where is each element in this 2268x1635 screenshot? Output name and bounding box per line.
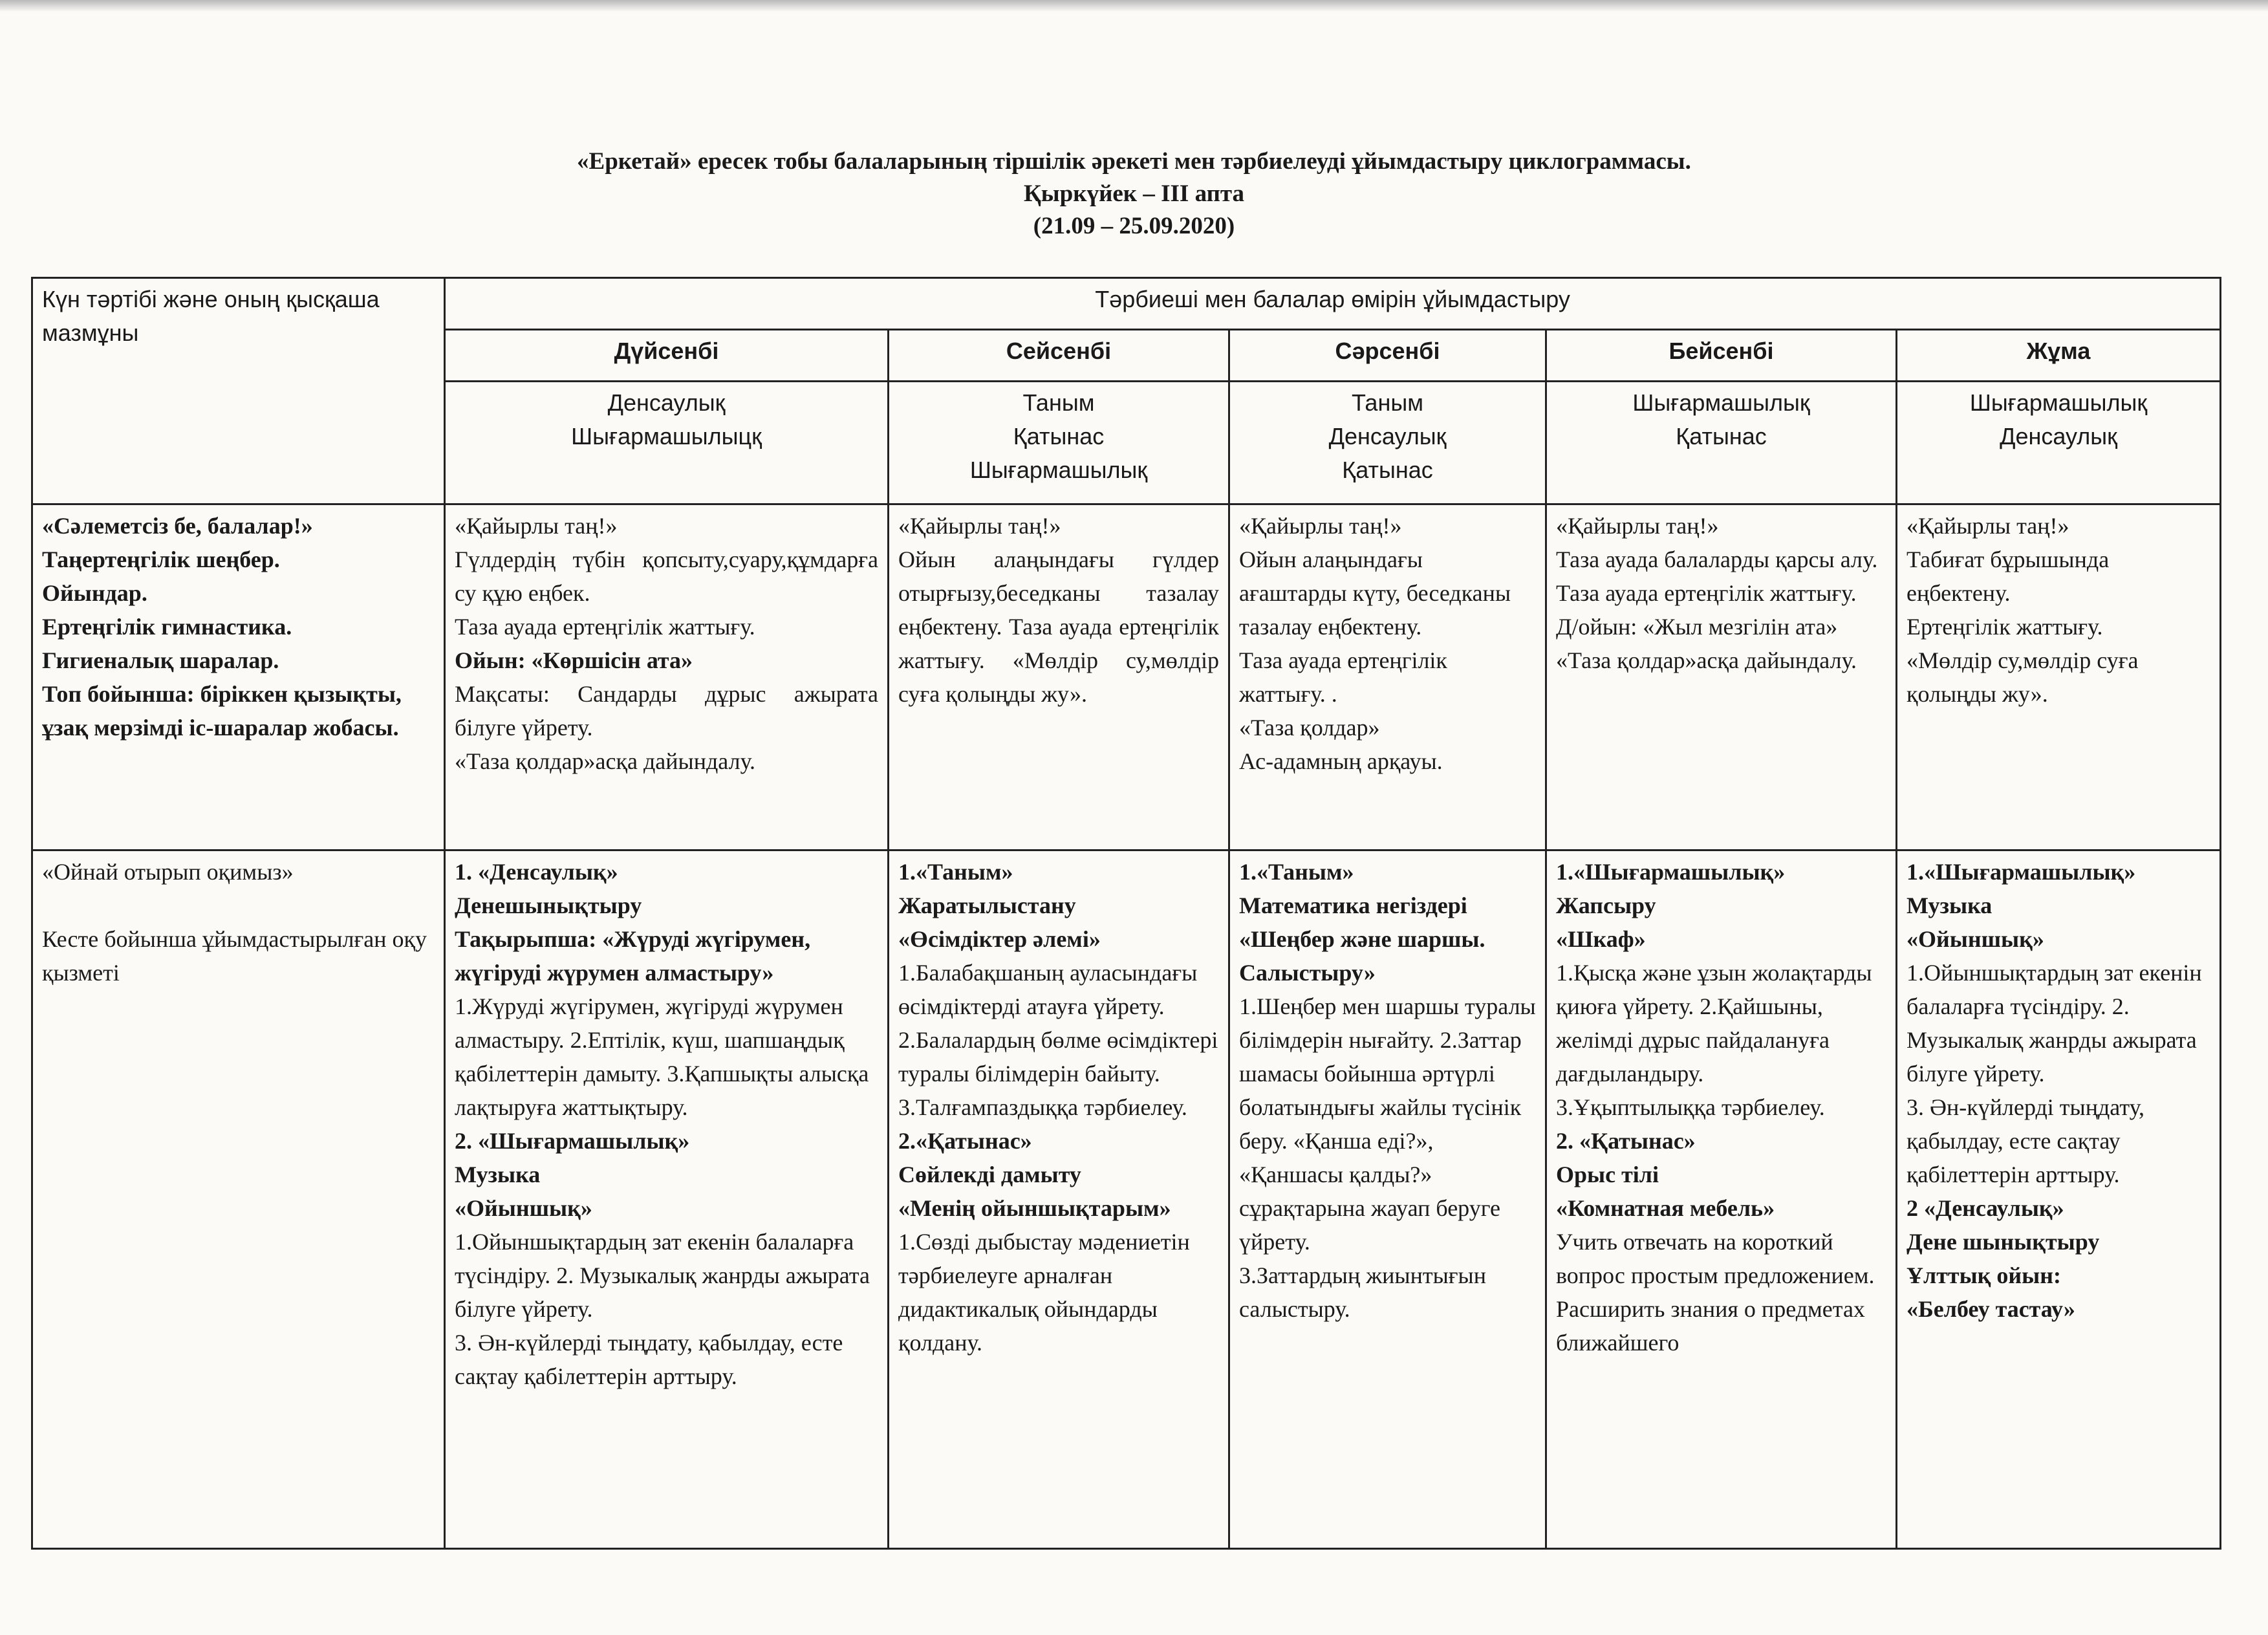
lessons-cell-monday [445, 850, 889, 1549]
cell-text-line: Музыка [455, 1162, 541, 1187]
morning-cell-friday [1897, 504, 2221, 850]
area-label: Шығармашылық [1969, 389, 2148, 416]
day-header-tuesday: Сейсенбі [889, 330, 1229, 382]
cell-text-line: «Қайырлы таң!» [1239, 513, 1402, 539]
cell-text-line: 3.Заттардың жиынтығын салыстыру. [1239, 1262, 1486, 1322]
areas-cell [1897, 382, 2221, 504]
cell-text-line: Орыс тілі [1556, 1162, 1659, 1187]
cell-text-line: «Таза қолдар» [1239, 715, 1380, 741]
cell-text-line: Мақсаты: Сандарды дұрыс ажырата білуге үйрету. [455, 681, 878, 741]
cell-text-line: «Өсімдіктер әлемі» [898, 926, 1101, 952]
lessons-label-title: «Ойнай отырып оқимыз» [42, 859, 294, 885]
lessons-row [32, 850, 2221, 1549]
cell-text-line: 1.Сөзді дыбыстау мәдениетін тәрбиелеуге арналған дидактикалық ойындарды қолдану. [898, 1229, 1190, 1356]
lessons-cell-friday [1897, 850, 2221, 1549]
cell-text-line: Таза ауада ертеңгілік жаттығу. [455, 614, 755, 640]
routine-line: Гигиеналық шаралар. [42, 647, 279, 673]
cell-text-line: «Қайырлы таң!» [455, 513, 618, 539]
cell-text-line: «Менің ойыншықтарым» [898, 1195, 1171, 1221]
morning-cell-monday [445, 504, 889, 850]
lessons-cell-wednesday [1229, 850, 1546, 1549]
title-line-3: (21.09 – 25.09.2020) [1033, 213, 1235, 239]
cell-text-line: Жапсыру [1556, 893, 1656, 918]
cell-text-line: Учить отвечать на короткий вопрос простым предложением. Расширить знания о предметах ближайшего [1556, 1229, 1875, 1356]
cell-text-line: Математика негіздері [1239, 893, 1467, 918]
area-label: Шығармашылық [969, 457, 1148, 483]
areas-cell [889, 382, 1229, 504]
routine-line: «Сәлеметсіз бе, балалар!» [42, 513, 313, 539]
cell-text-line: Ойын алаңындағы гүлдер отырғызу,беседканы тазалау еңбектену. Таза ауада ертеңгілік жаттығу. «Мөлдір су,мөлдір суға қолыңды жу». [898, 547, 1219, 707]
cell-text-line: «Қайырлы таң!» [1556, 513, 1719, 539]
areas-cell [1229, 382, 1546, 504]
cell-text-line: Жаратылыстану [898, 893, 1076, 918]
cell-text-line: Таза ауада балаларды қарсы алу. [1556, 547, 1878, 572]
area-label: Таным [1022, 389, 1095, 416]
cell-text-line: Д/ойын: «Жыл мезгілін ата» [1556, 614, 1838, 640]
lessons-label [32, 850, 445, 1549]
cell-text-line: 1.Қысқа және ұзын жолақтарды қиюға үйрету. 2.Қайшыны, желімді дұрыс пайдалануға дағдыландыру. [1556, 960, 1872, 1087]
day-header-monday: Дүйсенбі [445, 330, 889, 382]
corner-header: Күн тәртібі және оның қысқаша мазмұны [42, 286, 380, 346]
cell-text-line: «Мөлдір су,мөлдір суға қолыңды жу». [1906, 647, 2139, 707]
cell-text-line: 1.«Шығармашылық» Музыка [1906, 859, 2136, 918]
cell-text-line: Денешынықтыру [455, 893, 642, 918]
cell-text-line: 1.Жүруді жүгірумен, жүгіруді жүрумен алмастыру. 2.Ептілік, күш, шапшаңдық қабілеттерін дамыту. 3.Қапшықты алысқа лақтыруға жаттықтыру. [455, 993, 869, 1120]
area-label: Шығармашылық [1632, 389, 1810, 416]
morning-row [32, 504, 2221, 850]
area-label: Денсаулық [1328, 423, 1447, 449]
cell-text-line: 1. «Денсаулық» [455, 859, 618, 885]
routine-line: Ойындар. [42, 580, 147, 606]
routine-line: Топ бойынша: біріккен қызықты, ұзақ мерзімді іс-шаралар жобасы. [42, 681, 402, 741]
cell-text-line: «Қайырлы таң!» [1906, 513, 2069, 539]
title-line-2: Қыркүйек – ІІІ апта [1023, 180, 1245, 207]
cyclogram-table [31, 277, 2221, 1550]
routine-line: Таңертеңгілік шеңбер. [42, 547, 280, 572]
lessons-label-subtitle: Кесте бойынша ұйымдастырылған оқу қызметі [42, 926, 427, 986]
day-header-thursday: Бейсенбі [1546, 330, 1897, 382]
cell-text-line: 1.Шеңбер мен шаршы туралы білімдерін нығайту. 2.Заттар шамасы бойынша әртүрлі болатындығы жайлы түсінік беру. «Қанша еді?», «Қаншасы қалды?» сұрақтарына жауап беруге үйрету. [1239, 993, 1536, 1255]
main-header-cell [445, 278, 2221, 330]
cell-text-line: 1.Балабақшаның ауласындағы өсімдіктерді атауға үйрету. 2.Балалардың бөлме өсімдіктері туралы білімдерін байыту. [898, 960, 1218, 1087]
cell-text-line: 3. Ән-күйлерді тыңдату, қабылдау, есте сақтау қабілеттерін арттыру. [1906, 1094, 2144, 1187]
cell-text-line: Тақырыпша: «Жүруді жүгірумен, жүгіруді жүрумен алмастыру» [455, 926, 811, 986]
cell-text-line: 2.«Қатынас» [898, 1128, 1032, 1154]
cell-text-line: 1.Ойыншықтардың зат екенін балаларға түсіндіру. 2. Музыкалық жанрды ажырата білуге үйрету. [1906, 960, 2202, 1087]
cell-text-line: Табиғат бұрышында еңбектену. [1906, 547, 2110, 606]
day-header-wednesday: Сәрсенбі [1229, 330, 1546, 382]
routine-line: Ертеңгілік гимнастика. [42, 614, 292, 640]
lessons-label-spacer [42, 889, 435, 922]
areas-cell [445, 382, 889, 504]
morning-cell-wednesday [1229, 504, 1546, 850]
cell-text-line: Таза ауада ертеңгілік жаттығу. [1556, 580, 1857, 606]
area-label: Таным [1352, 389, 1423, 416]
area-label: Шығармашылыцқ [571, 423, 762, 449]
cell-text-line: Ас-адамның арқауы. [1239, 748, 1443, 774]
area-label: Қатынас [1676, 423, 1767, 449]
cell-text-line: «Шеңбер және шаршы. Салыстыру» [1239, 926, 1485, 986]
day-header-friday: Жұма [1897, 330, 2221, 382]
cell-text-line: Ойын: «Көршісін ата» [455, 647, 693, 673]
cell-text-line: Сөйлекді дамыту [898, 1162, 1081, 1187]
cell-text-line: 3. Ән-күйлерді тыңдату, қабылдау, есте сақтау қабілеттерін арттыру. [455, 1330, 843, 1389]
morning-routine-label [32, 504, 445, 850]
cell-text-line: «Ойыншық» [1906, 926, 2044, 952]
cell-text-line: Дене шынықтыру [1906, 1229, 2100, 1255]
cell-text-line: «Комнатная мебель» [1556, 1195, 1775, 1221]
area-label: Денсаулық [2000, 423, 2117, 449]
lessons-cell-tuesday [889, 850, 1229, 1549]
cell-text-line: 2. «Шығармашылық» [455, 1128, 690, 1154]
scan-edge [0, 0, 2268, 12]
morning-cell-thursday [1546, 504, 1897, 850]
cell-text-line: 3.Талғампаздыққа тәрбиелеу. [898, 1094, 1187, 1120]
cell-text-line: «Таза қолдар»асқа дайындалу. [1556, 647, 1857, 673]
cell-text-line: Ертеңгілік жаттығу. [1906, 614, 2103, 640]
cell-text-line: Ойын алаңындағы ағаштарды күту, беседканы тазалау еңбектену. [1239, 547, 1511, 640]
document-title [0, 146, 2268, 243]
area-label: Қатынас [1013, 423, 1105, 449]
cell-text-line: 3.Ұқыптылыққа тәрбиелеу. [1556, 1094, 1825, 1120]
cell-text-line: «Белбеу тастау» [1906, 1296, 2075, 1322]
cell-text-line: Гүлдердің түбін қопсыту,суару,құмдарға су құю еңбек. [455, 547, 878, 606]
cell-text-line: «Ойыншық» [455, 1195, 592, 1221]
areas-cell [1546, 382, 1897, 504]
lessons-cell-thursday [1546, 850, 1897, 1549]
cell-text-line: 2. «Қатынас» [1556, 1128, 1696, 1154]
area-label: Денсаулық [607, 389, 726, 416]
title-line-1: «Еркетай» ересек тобы балаларының тіршілік әрекеті мен тәрбиелеуді ұйымдастыру циклограммасы. [577, 148, 1691, 175]
morning-cell-tuesday [889, 504, 1229, 850]
cell-text-line: 2 «Денсаулық» [1906, 1195, 2064, 1221]
main-header: Тәрбиеші мен балалар өмірін ұйымдастыру [1095, 286, 1570, 312]
cell-text-line: Ұлттық ойын: [1906, 1262, 2061, 1288]
cell-text-line: «Шкаф» [1556, 926, 1646, 952]
cell-text-line: Таза ауада ертеңгілік жаттығу. . [1239, 647, 1447, 707]
cell-text-line: 1.Ойыншықтардың зат екенін балаларға түсіндіру. 2. Музыкалық жанрды ажырата білуге үйрету. [455, 1229, 870, 1322]
corner-header-cell [32, 278, 445, 504]
cell-text-line: «Таза қолдар»асқа дайындалу. [455, 748, 755, 774]
cell-text-line: 1.«Таным» [1239, 859, 1354, 885]
cell-text-line: 1.«Шығармашылық» [1556, 859, 1786, 885]
area-label: Қатынас [1342, 457, 1433, 483]
cell-text-line: «Қайырлы таң!» [898, 513, 1061, 539]
cell-text-line: 1.«Таным» [898, 859, 1013, 885]
